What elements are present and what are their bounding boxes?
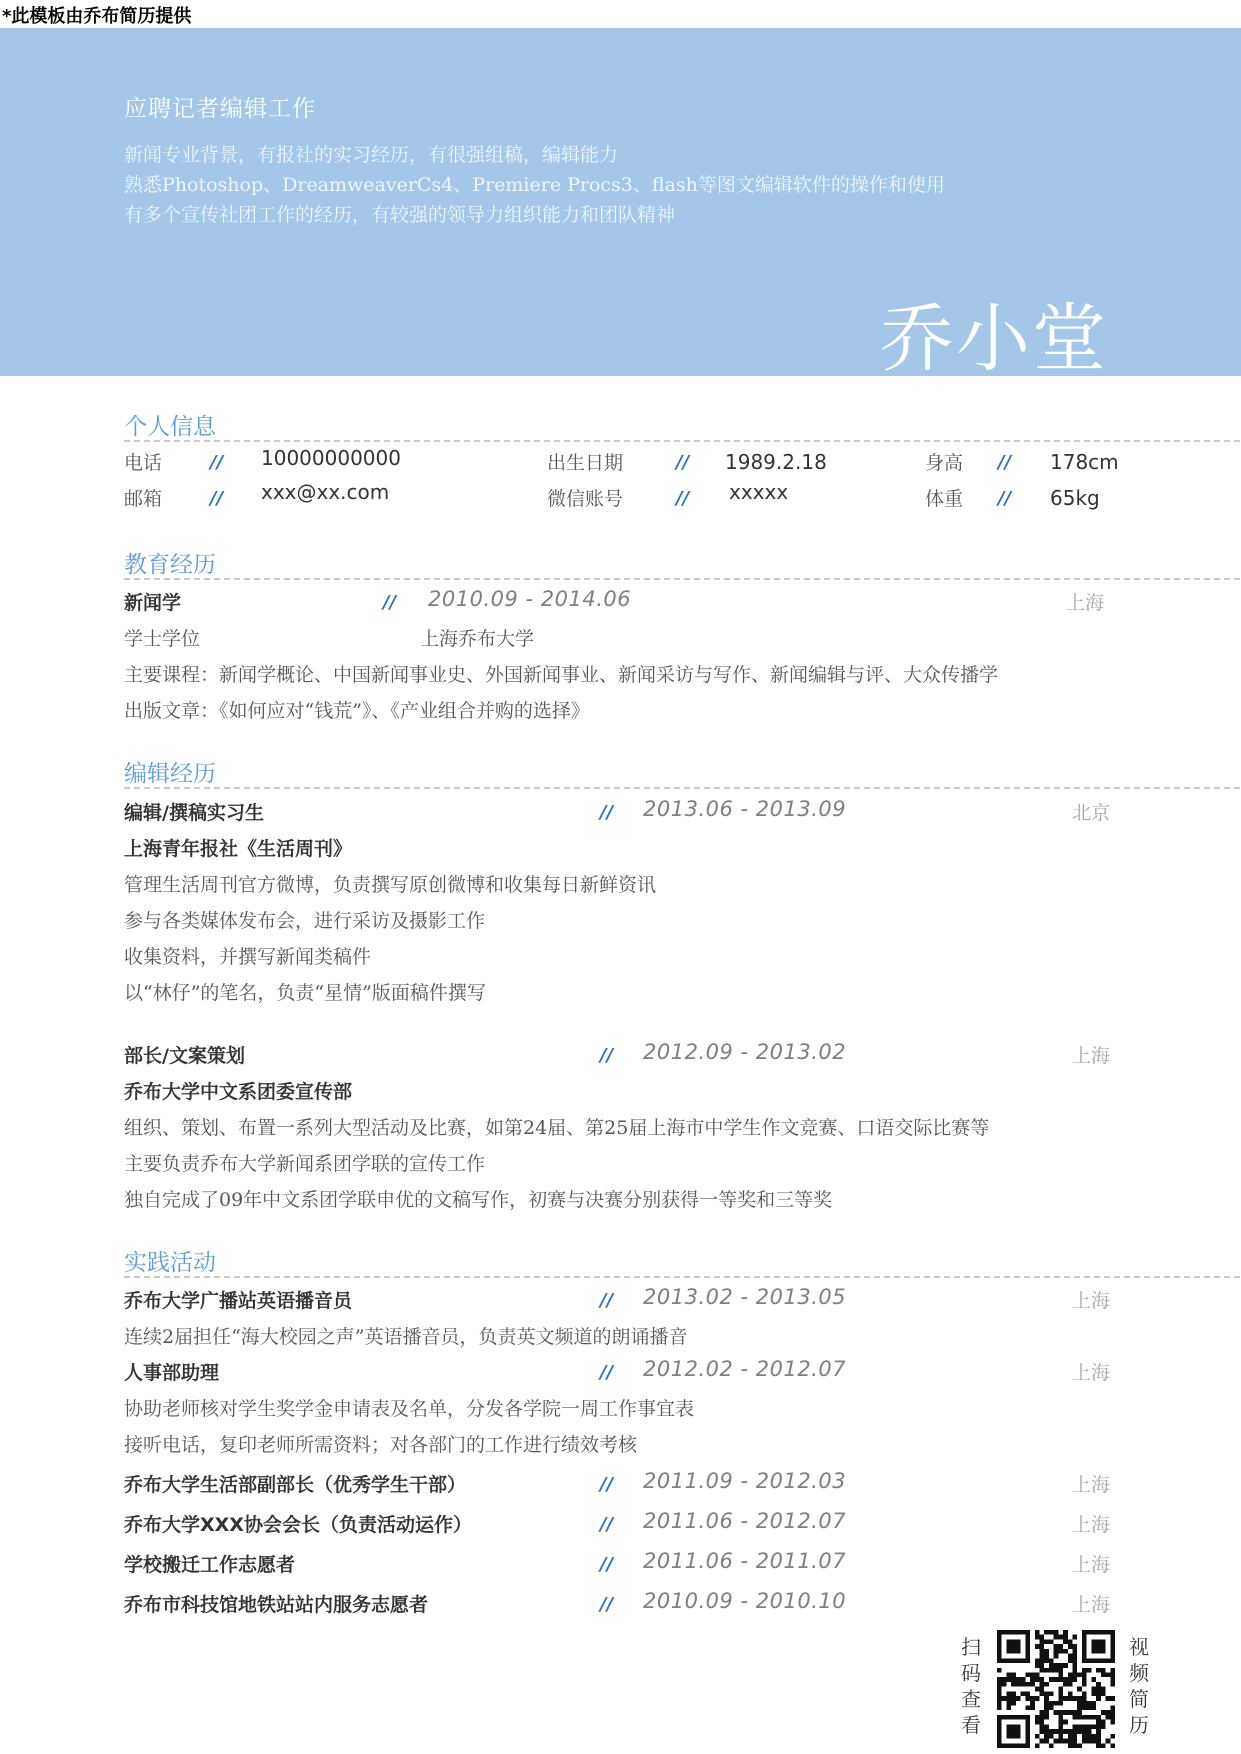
separator: // (676, 452, 690, 473)
activity-location: 上海 (1072, 1554, 1111, 1576)
phone-value: 10000000000 (261, 446, 401, 470)
weight-label: 体重 (925, 488, 964, 510)
section-divider (124, 787, 1240, 789)
summary-line: 新闻专业背景，有报社的实习经历，有很强组稿，编辑能力 (124, 144, 619, 166)
separator: // (600, 1594, 614, 1615)
job-duty: 参与各类媒体发布会，进行采访及摄影工作 (124, 910, 486, 932)
separator: // (600, 1290, 614, 1311)
separator: // (600, 1045, 614, 1066)
template-notice: *此模板由乔布简历提供 (2, 6, 192, 27)
education-articles: 出版文章：《如何应对“钱荒”》、《产业组合并购的选择》 (124, 700, 590, 722)
activity-date: 2011.06 - 2012.07 (643, 1509, 847, 1533)
height-label: 身高 (925, 452, 964, 474)
section-divider (124, 440, 1240, 442)
activity-name: 学校搬迁工作志愿者 (124, 1554, 296, 1576)
email-value: xxx@xx.com (261, 480, 390, 504)
section-title-editing: 编辑经历 (124, 761, 216, 787)
qr-code-icon[interactable] (997, 1630, 1115, 1748)
activity-date: 2013.02 - 2013.05 (643, 1285, 847, 1309)
activity-location: 上海 (1072, 1514, 1111, 1536)
header-banner (0, 28, 1241, 382)
email-label: 邮箱 (124, 488, 163, 510)
activity-date: 2011.09 - 2012.03 (643, 1469, 847, 1493)
summary-line: 有多个宣传社团工作的经历，有较强的领导力组织能力和团队精神 (124, 204, 676, 226)
separator: // (600, 1554, 614, 1575)
activity-detail: 连续2届担任“海大校园之声”英语播音员，负责英文频道的朗诵播音 (124, 1326, 688, 1348)
activity-location: 上海 (1072, 1362, 1111, 1384)
job-role: 编辑/撰稿实习生 (124, 802, 264, 824)
activity-date: 2012.02 - 2012.07 (643, 1357, 847, 1381)
qr-right-caption (1128, 1634, 1150, 1738)
job-organization: 乔布大学中文系团委宣传部 (124, 1081, 353, 1103)
qr-caption-char: 看 (961, 1713, 981, 1737)
activity-detail: 协助老师核对学生奖学金申请表及名单，分发各学院一周工作事宜表 (124, 1398, 695, 1420)
job-date: 2013.06 - 2013.09 (643, 797, 847, 821)
wechat-label: 微信账号 (547, 488, 624, 510)
education-degree: 学士学位 (124, 628, 201, 650)
height-value: 178cm (1050, 450, 1119, 474)
education-date: 2010.09 - 2014.06 (428, 587, 632, 611)
activity-name: 乔布大学生活部副部长（优秀学生干部） (124, 1474, 467, 1496)
education-courses: 主要课程：新闻学概论、中国新闻事业史、外国新闻事业、新闻采访与写作、新闻编辑与评、大众传播学 (124, 664, 999, 686)
qr-caption-char: 视 (1129, 1635, 1149, 1659)
qr-left-caption (960, 1634, 982, 1738)
activity-name: 人事部助理 (124, 1362, 220, 1384)
job-duty: 主要负责乔布大学新闻系团学联的宣传工作 (124, 1153, 486, 1175)
job-role: 部长/文案策划 (124, 1045, 245, 1067)
job-duty: 组织、策划、布置一系列大型活动及比赛，如第24届、第25届上海市中学生作文竞赛、口语交际比赛等 (124, 1117, 990, 1139)
section-title-personal: 个人信息 (124, 414, 216, 440)
separator: // (600, 1514, 614, 1535)
education-school: 上海乔布大学 (420, 628, 535, 650)
job-organization: 上海青年报社《生活周刊》 (124, 838, 353, 860)
activity-location: 上海 (1072, 1594, 1111, 1616)
separator: // (998, 488, 1012, 509)
section-title-education: 教育经历 (124, 552, 216, 578)
job-duty: 管理生活周刊官方微博，负责撰写原创微博和收集每日新鲜资讯 (124, 874, 657, 896)
job-date: 2012.09 - 2013.02 (643, 1040, 847, 1064)
wechat-value: xxxxx (729, 480, 789, 504)
weight-value: 65kg (1050, 486, 1100, 510)
separator: // (998, 452, 1012, 473)
activity-name: 乔布大学广播站英语播音员 (124, 1290, 353, 1312)
section-divider (124, 578, 1240, 580)
qr-caption-char: 扫 (961, 1635, 981, 1659)
activity-location: 上海 (1072, 1290, 1111, 1312)
section-title-activities: 实践活动 (124, 1250, 216, 1276)
separator: // (210, 488, 224, 509)
separator: // (600, 802, 614, 823)
summary-line: 熟悉Photoshop、DreamweaverCs4、Premiere Procs3、flash等图文编辑软件的操作和使用 (124, 174, 945, 196)
job-duty: 收集资料，并撰写新闻类稿件 (124, 946, 372, 968)
activity-date: 2010.09 - 2010.10 (643, 1589, 847, 1613)
qr-caption-char: 查 (961, 1687, 981, 1711)
phone-label: 电话 (124, 452, 163, 474)
job-duty: 独自完成了09年中文系团学联申优的文稿写作，初赛与决赛分别获得一等奖和三等奖 (124, 1189, 833, 1211)
birthdate-label: 出生日期 (547, 452, 624, 474)
candidate-name: 乔小堂 (880, 296, 1108, 382)
section-divider (124, 1276, 1240, 1278)
qr-caption-char: 频 (1129, 1661, 1149, 1685)
separator: // (210, 452, 224, 473)
activity-name: 乔布市科技馆地铁站站内服务志愿者 (124, 1594, 429, 1616)
separator: // (600, 1362, 614, 1383)
qr-caption-char: 简 (1129, 1687, 1149, 1711)
activity-location: 上海 (1072, 1474, 1111, 1496)
job-duty: 以“林仔”的笔名，负责“星情”版面稿件撰写 (124, 982, 486, 1004)
job-location: 北京 (1072, 802, 1111, 824)
job-objective: 应聘记者编辑工作 (124, 96, 316, 122)
activity-name: 乔布大学XXX协会会长（负责活动运作） (124, 1514, 472, 1536)
education-location: 上海 (1066, 592, 1105, 614)
job-location: 上海 (1072, 1045, 1111, 1067)
qr-caption-char: 历 (1129, 1713, 1149, 1737)
birthdate-value: 1989.2.18 (725, 450, 827, 474)
activity-date: 2011.06 - 2011.07 (643, 1549, 847, 1573)
qr-caption-char: 码 (961, 1661, 981, 1685)
separator: // (600, 1474, 614, 1495)
separator: // (383, 592, 397, 613)
activity-detail: 接听电话，复印老师所需资料；对各部门的工作进行绩效考核 (124, 1434, 638, 1456)
separator: // (676, 488, 690, 509)
education-major: 新闻学 (124, 592, 182, 614)
